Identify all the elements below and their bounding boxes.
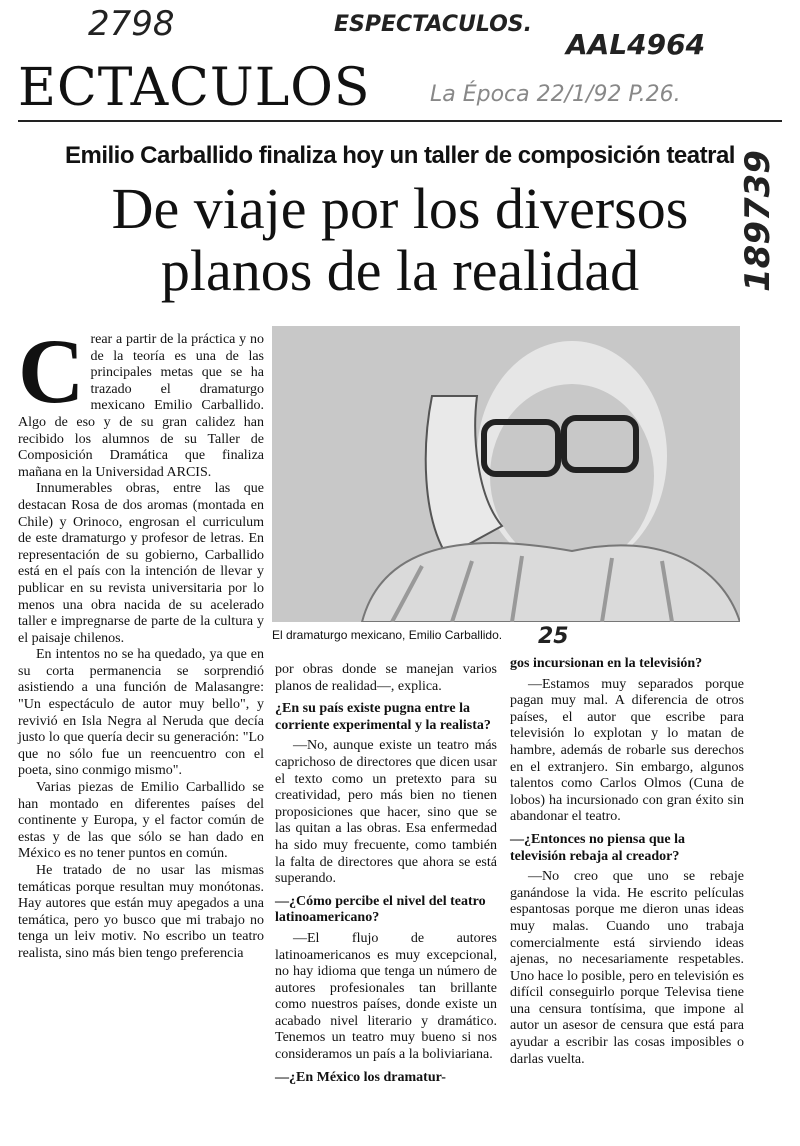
headline-line-1: De viaje por los diversos: [111, 176, 689, 241]
author-portrait-image: [272, 326, 740, 622]
section-rule: [18, 120, 782, 122]
section-title: ECTACULOS: [18, 58, 371, 118]
answer: —El flujo de autores latinoamericanos es muy excepcional, no hay idioma que tenga un número de autores profesionales tan brillante como nuestros países, donde existe un acabado nivel literario y dramático. Tenemos un teatro muy bueno si nos consideramos un país a la boliviariana.: [275, 930, 497, 1063]
handwritten-vertical-number: 189739: [738, 150, 778, 292]
handwritten-photo-number: 25: [538, 624, 569, 649]
handwritten-section-note: ESPECTACULOS.: [334, 12, 532, 37]
dropcap: C: [18, 320, 85, 422]
author-photo: [272, 326, 740, 622]
answer: —Estamos muy separados porque pagan muy mal. A diferencia de otros países, el autor que escribe para televisión lo explotan y lo matan de hambre, además de robarle sus derechos en el extranjero. Sin embargo, algunos talentos como Carlos Olmos (Cuna de lobos) ha incursionado con gran éxito sin abandonar el teatro.: [510, 676, 744, 825]
paragraph: por obras donde se manejan varios planos de realidad—, explica.: [275, 662, 497, 694]
question: ¿En su país existe pugna entre la corriente experimental y la realista?: [275, 701, 491, 733]
question: gos incursionan en la televisión?: [510, 656, 703, 671]
answer: —No, aunque existe un teatro más caprichoso de directores que dicen usar el texto como un pretexto para su creatividad, pero más bien no tienen proposiciones que hacer, sino que se las quitan a las obras. Esa enfermedad ha sido muy frecuente, como también la falta de directores que ahora se está superando.: [275, 738, 497, 887]
question: —¿Cómo percibe el nivel del teatro latinoamericano?: [275, 893, 486, 926]
article-column-1: [18, 320, 264, 963]
paragraph: En intentos no se ha quedado, ya que en su corta permanencia se sorprendió asistiendo a una función de Malasangre: "Un espectáculo de autor muy bello", y revivió en Isla Negra al Neruda que decía justo lo que quería decir su generación: "Lo que no sólo fue un reencuentro con el poeta, sino conmigo mismo".: [18, 647, 264, 779]
article-column-3: [510, 656, 744, 1068]
handwritten-number: 2798: [88, 4, 175, 44]
kicker: Emilio Carballido finaliza hoy un taller de composición teatral: [65, 142, 735, 169]
paragraph: He tratado de no usar las mismas temáticas porque resultan muy monótonas. Hay autores que están muy apegados a una temática, pero yo busco que mi trabajo no tenga un leiv motiv. No escribo un teatro realista, sino más bien tengo preferencia: [18, 863, 264, 961]
handwritten-source: La Época 22/1/92 P.26.: [430, 82, 681, 107]
question: —¿En México los dramatur-: [275, 1069, 446, 1085]
answer: —No creo que uno se rebaje ganándose la vida. He escrito películas espantosas porque me dieron unas ideas muy malas. Cuando uno trabaja comercialmente está sirviendo ideas ajenas, no necesariamente respetables. Uno hace lo posible, pero en televisión es difícil conseguirlo porque Televisa tiene una censura tontísima, que impone al autor un asesor de censura que está para ayudar a escribir las cosas imposibles o darlas vuelta.: [510, 869, 744, 1067]
paragraph: Innumerables obras, entre las que destacan Rosa de dos aromas (montada en Chile) y Orinoco, engrosan el curriculum de este dramaturgo y profesor de letras. En representación de su gobierno, Carballido está en el país con la intención de llevar y publicar en su revista universitaria por lo menos una obra nacida de su acelerado taller e impregnarse de parte de la cultura y el paisaje chilenos.: [18, 481, 264, 646]
question: —¿Entonces no piensa que la televisión rebaja al creador?: [510, 831, 686, 864]
paragraph: rear a partir de la práctica y no de la teoría es una de las principales metas que se ha trazado el dramaturgo mexicano Emilio Carballido. Algo de eso y de su gran calidez han recibido los alumnos de su Taller de Composición Dramática que finaliza mañana en la Universidad ARCIS.: [18, 332, 264, 480]
paragraph: Varias piezas de Emilio Carballido se han montado en diferentes países del continente y Europa, y el factor común de estas y de las que sólo se han dado en México es no tener puntos en común.: [18, 780, 264, 862]
handwritten-ref-code: AAL4964: [566, 28, 706, 61]
headline-line-2: planos de la realidad: [160, 238, 640, 303]
photo-caption: El dramaturgo mexicano, Emilio Carballido.: [272, 628, 503, 642]
article-column-2: [275, 662, 497, 1090]
